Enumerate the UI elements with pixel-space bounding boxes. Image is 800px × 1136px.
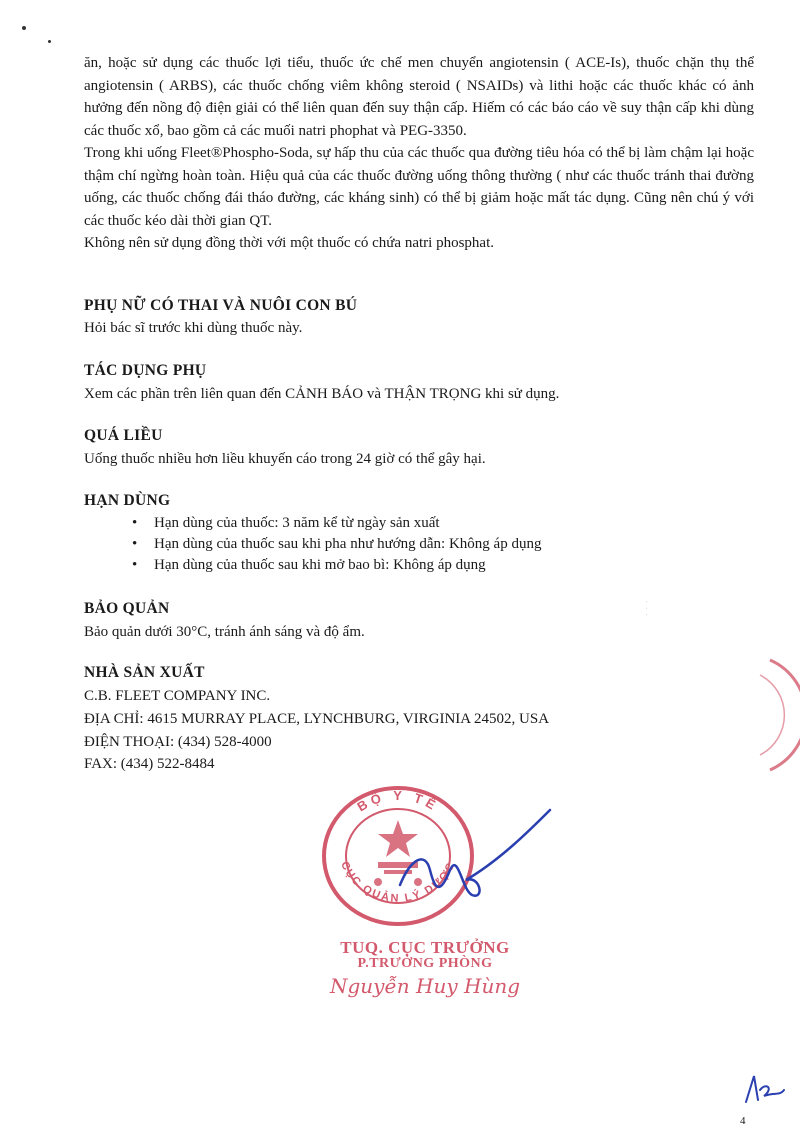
scan-speck	[48, 40, 51, 43]
scan-speck	[22, 26, 26, 30]
section-title-pregnancy: PHỤ NỮ CÓ THAI VÀ NUÔI CON BÚ	[84, 297, 358, 314]
seal-bottom-text: CỤC QUẢN LÝ DƯỢC	[338, 859, 458, 905]
section-title-manufacturer: NHÀ SẢN XUẤT	[84, 664, 205, 681]
partial-stamp-icon	[730, 640, 800, 780]
stamp-subtitle: P.TRƯỞNG PHÒNG	[357, 956, 493, 971]
section-text-side-effects: Xem các phần trên liên quan đến CẢNH BÁO và THẬN TRỌNG khi sử dụng.	[84, 386, 560, 402]
manufacturer-fax: FAX: (434) 522-8484	[84, 756, 215, 772]
section-title-storage: BẢO QUẢN	[84, 600, 170, 617]
expiry-list	[130, 513, 541, 576]
bullet-icon: •	[132, 557, 138, 573]
bullet-icon: •	[132, 536, 138, 552]
manufacturer-phone: ĐIỆN THOẠI: (434) 528-4000	[84, 734, 272, 750]
seal-top-text: BỘ Y TẾ	[354, 787, 442, 815]
expiry-item-text: Hạn dùng của thuốc sau khi mở bao bì: Không áp dụng	[154, 557, 486, 573]
list-item	[130, 555, 541, 576]
initials-icon	[740, 1070, 790, 1110]
section-text-overdose: Uống thuốc nhiều hơn liều khuyến cáo trong 24 giờ có thể gây hại.	[84, 451, 486, 467]
section-title-overdose: QUÁ LIỀU	[84, 427, 163, 444]
bullet-icon: •	[132, 515, 138, 531]
expiry-item-text: Hạn dùng của thuốc: 3 năm kể từ ngày sản xuất	[154, 515, 440, 531]
page-number: 4	[740, 1115, 746, 1127]
list-item	[130, 513, 541, 534]
section-title-side-effects: TÁC DỤNG PHỤ	[84, 362, 207, 379]
intro-paragraph-1: ăn, hoặc sử dụng các thuốc lợi tiểu, thuốc ức chế men chuyển angiotensin ( ACE-Is), thuốc chặn thụ thể angiotensin ( ARBS), các thuốc chống viêm không steroid ( NSAIDs) và lithi hoặc các thuốc khác có ảnh hưởng đến nồng độ điện giải có thể liên quan đến suy thận cấp. Hiếm có các báo cáo về suy thận cấp khi dùng các thuốc xổ, bao gồm cả các muối natri phophat và PEG-3350.	[84, 55, 754, 139]
stamp-signer: Nguyễn Huy Hùng	[330, 974, 521, 998]
intro-text	[84, 52, 754, 255]
section-title-expiry: HẠN DÙNG	[84, 492, 171, 509]
signature-icon	[380, 800, 560, 920]
stamp-text-block	[330, 938, 520, 998]
list-item	[130, 534, 541, 555]
expiry-item-text: Hạn dùng của thuốc sau khi pha như hướng dẫn: Không áp dụng	[154, 536, 542, 552]
faint-bleedthrough: · · ·	[640, 600, 652, 617]
section-text-pregnancy: Hỏi bác sĩ trước khi dùng thuốc này.	[84, 320, 303, 336]
manufacturer-address: ĐỊA CHỈ: 4615 MURRAY PLACE, LYNCHBURG, VIRGINIA 24502, USA	[84, 711, 550, 727]
intro-paragraph-3: Không nên sử dụng đồng thời với một thuốc có chứa natri phosphat.	[84, 235, 494, 251]
manufacturer-name: C.B. FLEET COMPANY INC.	[84, 688, 271, 704]
stamp-title: TUQ. CỤC TRƯỞNG	[340, 938, 510, 957]
intro-paragraph-2: Trong khi uống Fleet®Phospho-Soda, sự hấp thu của các thuốc qua đường tiêu hóa có thể bị làm chậm lại hoặc thậm chí ngừng hoàn toàn. Hiệu quả của các thuốc đường uống thông thường ( như các thuốc tránh thai đường uống, các thuốc chống đái tháo đường, các kháng sinh) có thể bị giảm hoặc mất tác dụng. Cũng nên chú ý với các thuốc kéo dài thời gian QT.	[84, 145, 754, 229]
section-text-storage: Bảo quản dưới 30°C, tránh ánh sáng và độ ẩm.	[84, 624, 365, 640]
